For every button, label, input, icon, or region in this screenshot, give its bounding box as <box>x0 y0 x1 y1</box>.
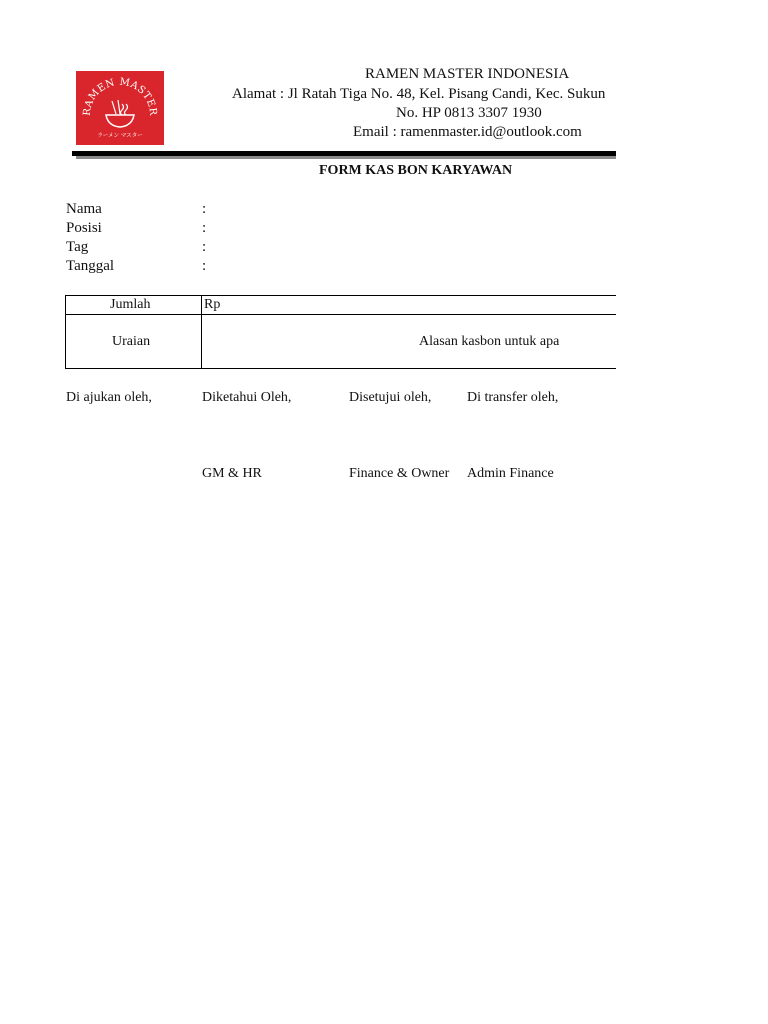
ramen-master-logo-icon <box>76 71 164 145</box>
description-value: Alasan kasbon untuk apa <box>419 334 560 349</box>
form-title: FORM KAS BON KARYAWAN <box>319 163 513 178</box>
field-colon-nama: : <box>202 201 207 217</box>
table-row-description <box>65 314 616 369</box>
sig-label-acknowledged: Diketahui Oleh, <box>202 390 292 405</box>
field-label-tag: Tag <box>66 239 89 255</box>
field-label-tanggal: Tanggal <box>66 258 115 274</box>
description-label: Uraian <box>112 334 151 349</box>
sig-role-approved: Finance & Owner <box>349 466 450 481</box>
company-email: Email : ramenmaster.id@outlook.com <box>353 124 582 140</box>
company-name: RAMEN MASTER INDONESIA <box>365 66 570 82</box>
sig-role-transferred: Admin Finance <box>467 466 554 481</box>
sig-label-submitted: Di ajukan oleh, <box>66 390 152 405</box>
table-cell-divider <box>201 296 202 315</box>
sig-role-acknowledged: GM & HR <box>202 466 262 481</box>
sig-label-approved: Disetujui oleh, <box>349 390 432 405</box>
logo-text-top: RAMEN MASTER <box>81 76 159 117</box>
amount-label: Jumlah <box>110 297 151 312</box>
amount-prefix: Rp <box>204 297 221 312</box>
table-cell-divider <box>201 315 202 368</box>
field-colon-tanggal: : <box>202 258 207 274</box>
company-address: Alamat : Jl Ratah Tiga No. 48, Kel. Pisang Candi, Kec. Sukun <box>232 86 606 102</box>
header-rule-shadow <box>76 156 616 159</box>
logo-text-bottom: ラーメン マスター <box>97 133 143 139</box>
field-label-nama: Nama <box>66 201 102 217</box>
header-rule <box>72 151 616 156</box>
field-colon-posisi: : <box>202 220 207 236</box>
table-row-amount <box>65 295 616 315</box>
company-phone: No. HP 0813 3307 1930 <box>396 105 542 121</box>
sig-label-transferred: Di transfer oleh, <box>467 390 559 405</box>
field-label-posisi: Posisi <box>66 220 102 236</box>
field-colon-tag: : <box>202 239 207 255</box>
company-logo <box>76 71 164 145</box>
